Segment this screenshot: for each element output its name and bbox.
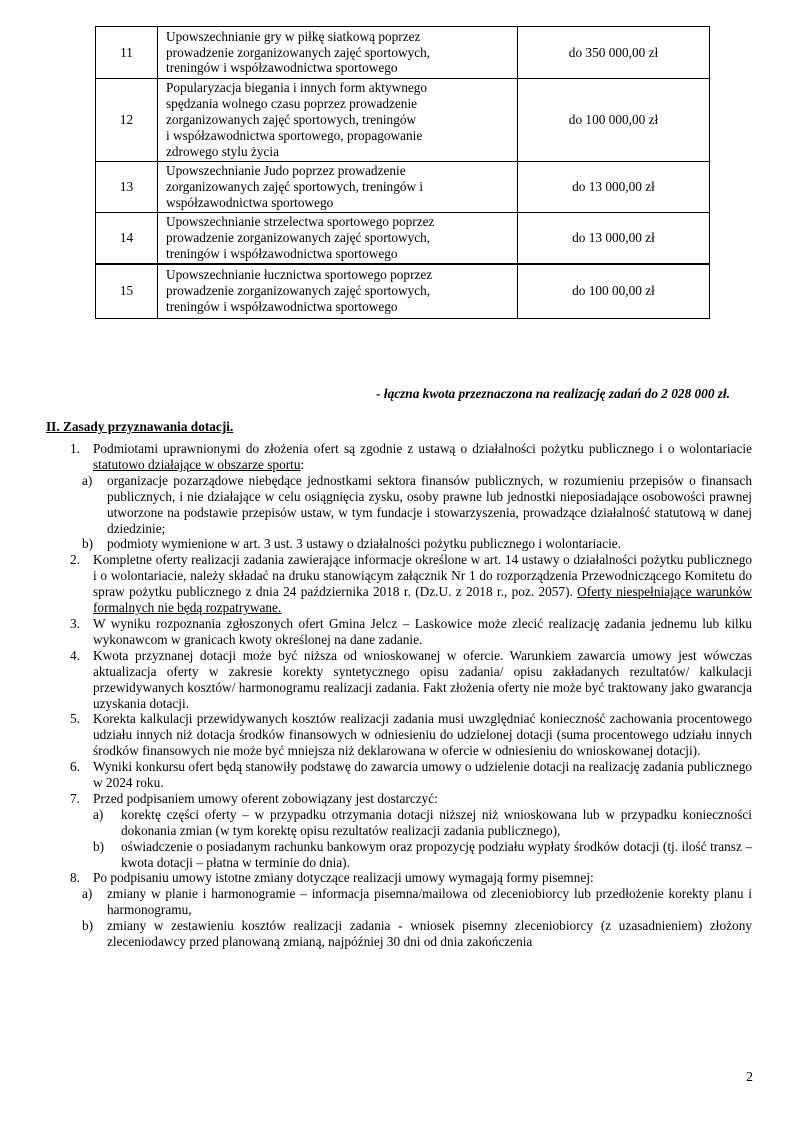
task-description: Upowszechnianie łucznictwa sportowego poprzez prowadzenie zorganizowanych zajęć sportowych, treningów i współzawodnictwa sportowego: [158, 264, 518, 319]
rules-list: [0, 441, 800, 950]
task-number: 14: [96, 213, 158, 264]
rule-item: 1. Podmiotami uprawnionymi do złożenia ofert są zgodnie z ustawą o działalności pożytku publicznego i o wolontariacie statutowo działające w obszarze sportu: a) organizacje pozarządowe niebędące jednostkami sektora finansów publicznych, w rozumieniu przepisów o finansach publicznych, i nie działające w celu osiągnięcia zysku, osoby prawne lub jednostki nieposiadające osobowości prawnej utworzone na podstawie przepisów ustaw, w tym fundacje i stowarzyszenia, prowadzące działalność statutową w danej dziedzinie; b) podmioty wymienione w art. 3 ust. 3 ustawy o działalności pożytku publicznego i wolontariacie.: [70, 441, 752, 552]
task-amount: do 350 000,00 zł: [518, 27, 710, 79]
task-description: Upowszechnianie strzelectwa sportowego poprzez prowadzenie zorganizowanych zajęć sportowych, treningów i współzawodnictwa sportowego: [158, 213, 518, 264]
sub-list: [82, 886, 752, 950]
task-description: Popularyzacja biegania i innych form aktywnego spędzania wolnego czasu poprzez prowadzenie zorganizowanych zajęć sportowych, treningów i współzawodnictwa sportowego, propagowanie zdrowego stylu życia: [158, 79, 518, 162]
task-amount: do 100 00,00 zł: [518, 264, 710, 319]
rule-item: 6. Wyniki konkursu ofert będą stanowiły podstawę do zawarcia umowy o udzielenie dotacji na realizację zadania publicznego w 2024 roku.: [70, 759, 752, 791]
table-row: [96, 162, 710, 213]
rule-number: 6.: [70, 759, 80, 775]
rule-item: 4. Kwota przyznanej dotacji może być niższa od wnioskowanej w ofercie. Warunkiem zawarcia umowy jest wówczas aktualizacja oferty w zakresie korekty syntetycznego opisu zadania/ opisu zakładanych rezultatów/ kalkulacji przewidywanych kosztów/ harmonogramu realizacji zadania. Fakt złożenia oferty nie może być traktowany jako gwarancja uzyskania dotacji.: [70, 647, 752, 711]
table-row: [96, 79, 710, 162]
sub-item: a) organizacje pozarządowe niebędące jednostkami sektora finansów publicznych, w rozumieniu przepisów o finansach publicznych, i nie działające w celu osiągnięcia zysku, osoby prawne lub jednostki nieposiadające osobowości prawnej utworzone na podstawie przepisów ustaw, w tym fundacje i stowarzyszenia, prowadzące działalność statutową w danej dziedzinie;: [82, 472, 752, 536]
sub-item: a) zmiany w planie i harmonogramie – informacja pisemna/mailowa od zleceniobiorcy lub przedłożenie korekty planu i harmonogramu,: [82, 886, 752, 918]
rule-item: 5. Korekta kalkulacji przewidywanych kosztów realizacji zadania musi uwzględniać konieczność zachowania procentowego udziału innych niż dotacja środków finansowych w odniesieniu do udzielonej dotacji (suma procentowego udziału innych środków finansowych nie może być mniejsza niż deklarowana w ofercie w odniesieniu do wnioskowanej dotacji).: [70, 711, 752, 759]
rule-item: 2. Kompletne oferty realizacji zadania zawierające informacje określone w art. 14 ustawy o działalności pożytku publicznego i o wolontariacie, należy składać na druku stanowiącym załącznik Nr 1 do rozporządzenia Przewodniczącego Komitetu do spraw pożytku publicznego z dnia 24 października 2018 r. (Dz.U. z 2018 r., poz. 2057). Oferty niespełniające warunków formalnych nie będą rozpatrywane.: [70, 552, 752, 616]
sub-list: [82, 473, 752, 553]
task-amount: do 13 000,00 zł: [518, 162, 710, 213]
rule-item: 8. Po podpisaniu umowy istotne zmiany dotyczące realizacji umowy wymagają formy pisemnej: a) zmiany w planie i harmonogramie – informacja pisemna/mailowa od zleceniobiorcy lub przedłożenie korekty planu i harmonogramu, b) zmiany w zestawieniu kosztów realizacji zadania - wniosek pisemny zleceniobiorcy (z uzasadnieniem) złożony zleceniodawcy przed planowaną zmianą, najpóźniej 30 dni od dnia zakończenia: [70, 870, 752, 950]
section-title: II. Zasady przyznawania dotacji.: [46, 419, 234, 434]
rule-number: 7.: [70, 790, 80, 806]
rule-number: 1.: [70, 441, 80, 456]
table-row: [96, 213, 710, 264]
table-row: [96, 27, 710, 79]
page-number: 2: [746, 1070, 753, 1085]
task-number: 13: [96, 162, 158, 213]
task-number: 15: [96, 264, 158, 319]
total-amount-line: - łączna kwota przeznaczona na realizację zadań do 2 028 000 zł.: [376, 386, 730, 401]
rule-number: 8.: [70, 870, 80, 886]
task-amount: do 13 000,00 zł: [518, 213, 710, 264]
sub-item: b) zmiany w zestawieniu kosztów realizacji zadania - wniosek pisemny zleceniobiorcy (z uzasadnieniem) złożony zleceniodawcy przed planowaną zmianą, najpóźniej 30 dni od dnia zakończenia: [82, 918, 752, 950]
rule-item: 3. W wyniku rozpoznania zgłoszonych ofert Gmina Jelcz – Laskowice może zlecić realizację zadania jednemu lub kilku wykonawcom w granicach kwoty określonej na dane zadanie.: [70, 615, 752, 647]
task-number: 11: [96, 27, 158, 79]
sub-item: b) oświadczenie o posiadanym rachunku bankowym oraz propozycję podziału wypłaty środków dotacji (tj. ilość transz – kwota dotacji – płatna w terminie do dnia).: [93, 838, 752, 870]
rule-number: 2.: [70, 552, 80, 568]
rule-item: 7. Przed podpisaniem umowy oferent zobowiązany jest dostarczyć: a) korektę części oferty – w przypadku otrzymania dotacji niższej niż wnioskowana lub w przypadku konieczności dokonania zmian (w tym korektę opisu rezultatów realizacji zadania publicznego), b) oświadczenie o posiadanym rachunku bankowym oraz propozycję podziału wypłaty środków dotacji (tj. ilość transz – kwota dotacji – płatna w terminie do dnia).: [70, 790, 752, 870]
task-description: Upowszechnianie gry w piłkę siatkową poprzez prowadzenie zorganizowanych zajęć sportowych, treningów i współzawodnictwa sportowego: [158, 27, 518, 79]
table-row: [96, 264, 710, 319]
sub-item: a) korektę części oferty – w przypadku otrzymania dotacji niższej niż wnioskowana lub w przypadku konieczności dokonania zmian (w tym korektę opisu rezultatów realizacji zadania publicznego),: [93, 806, 752, 838]
rule-number: 3.: [70, 615, 80, 631]
rule-number: 5.: [70, 711, 80, 727]
task-amount: do 100 000,00 zł: [518, 79, 710, 162]
tasks-table: [95, 26, 710, 319]
sub-list: [93, 807, 752, 871]
sub-item: b) podmioty wymienione w art. 3 ust. 3 ustawy o działalności pożytku publicznego i wolontariacie.: [82, 536, 622, 552]
rule-number: 4.: [70, 647, 80, 663]
task-number: 12: [96, 79, 158, 162]
task-description: Upowszechnianie Judo poprzez prowadzenie zorganizowanych zajęć sportowych, treningów i współzawodnictwa sportowego: [158, 162, 518, 213]
